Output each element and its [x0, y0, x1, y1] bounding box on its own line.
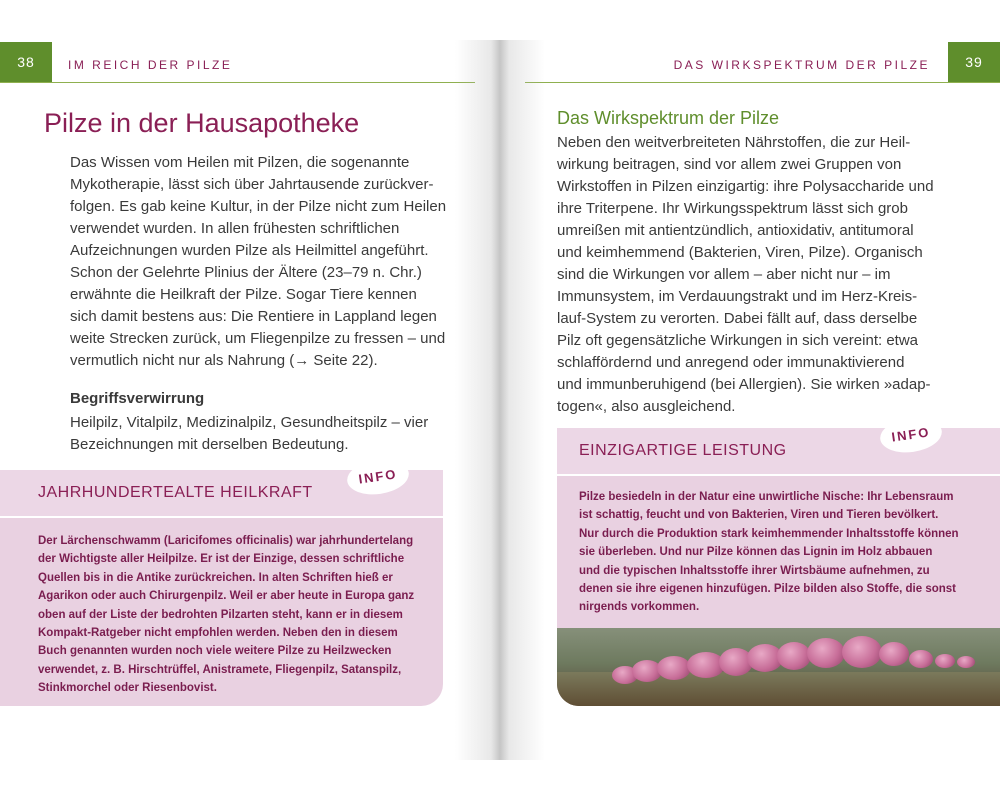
mushroom-cap — [957, 656, 975, 668]
page-title: Pilze in der Hausapotheke — [44, 108, 360, 138]
mushroom-cap — [879, 642, 909, 666]
info-box-title: EINZIGARTIGE LEISTUNG — [579, 442, 787, 459]
header-rule-left — [0, 82, 475, 83]
info-badge: INFO — [878, 414, 944, 456]
header-rule-right — [525, 82, 1000, 83]
running-head-right: DAS WIRKSPEKTRUM DER PILZE — [673, 58, 930, 72]
mushroom-cap — [777, 642, 811, 670]
info-badge: INFO — [345, 456, 411, 498]
mushroom-cap — [807, 638, 845, 668]
mushroom-cap — [909, 650, 933, 668]
info-box-text: Der Lärchenschwamm (Laricifomes officinalis) war jahrhundertelang der Wichtigste aller Heilpilze. Er ist der Einzige, dessen schriftliche Quellen bis in die Antike zurückreichen. In alten Schriften hieß er Agarikon oder auch Chirurgenpilz. Weil er aber heute in Europa ganz oben auf der Liste der bedrohten Pilzarten steht, kann er in diesem Kompakt-Ratgeber nicht empfohlen werden. Neben den in diesem Buch genannten wurden noch viele weitere Pilze zu Heilzwecken verwendet, z. B. Hirschtrüffel, Anistramete, Fliegenpilz, Satanspilz, Stinkmorchel oder Riesenbovist. — [38, 535, 415, 695]
subheading-paragraph: Heilpilz, Vitalpilz, Medizinalpilz, Gesundheitspilz – vier Bezeichnungen mit derselben Bedeutung. — [70, 414, 429, 453]
subheading: Begriffsverwirrung — [70, 390, 205, 407]
main-paragraph: Neben den weitverbreiteten Nährstoffen, die zur Heil- wirkung beitragen, sind vor allem zwei Gruppen von Wirkstoffen in Pilzen einzigartig: ihre Polysaccharide und ihre Triterpene. Ihr Wirkungsspektrum lässt sich grob umreißen mit antientzündlich, antioxidativ, antitumoral und keimhemmend (Bakterien, Viren, Pilze). Organisch sind die Wirkungen vor allem – aber nicht nur – im Immunsystem, im Verdauungstrakt und im Herz-Kreis- lauf-System zu verorten. Dabei fällt auf, dass derselbe Pilz oft gegensätzliche Wirkungen in sich vereint: etwa schlaffördernd und anregend oder immunaktivierend und immunberuhigend (bei Allergien). Sie wirken »adap- togen«, also ausgleichend. — [557, 134, 934, 415]
mushroom-photo — [557, 628, 1000, 706]
info-box-leistung — [557, 428, 1000, 706]
info-box-title: JAHRHUNDERTEALTE HEILKRAFT — [38, 484, 313, 501]
intro-paragraph: Das Wissen vom Heilen mit Pilzen, die sogenannte Mykotherapie, lässt sich über Jahrtausende zurückver- folgen. Es gab keine Kultur, in der Pilze nicht zum Heilen verwendet wurden. In allen frühesten schriftlichen Aufzeichnungen wurden Pilze als Heilmittel angeführt. Schon der Gelehrte Plinius der Ältere (23–79 n. Chr.) erwähnte die Heilkraft der Pilze. Sogar Tiere kennen sich damit bestens aus: Die Rentiere in Lappland legen weite Strecken zurück, um Fliegenpilze zu fressen – und vermutlich nicht nur als Nahrung (→ Seite 22). — [70, 154, 447, 369]
page-number-right: 39 — [948, 42, 1000, 82]
info-box-text: Pilze besiedeln in der Natur eine unwirtliche Nische: Ihr Lebensraum ist schattig, feucht und von Bakterien, Viren und Tieren bevölkert. Nur durch die Produktion stark keimhemmender Inhaltsstoffe können sie überleben. Und nur Pilze können das Lignin im Holz abbauen und die typischen Inhaltsstoffe ihrer Wirtsbäume aufnehmen, zu denen sie ihre eigenen hinzufügen. Pilze bilden also Stoffe, die sonst nirgends vorkommen. — [579, 491, 959, 614]
section-title: Das Wirkspektrum der Pilze — [557, 108, 780, 128]
mushroom-cap — [842, 636, 882, 668]
running-head-left: IM REICH DER PILZE — [68, 58, 233, 72]
mushroom-cap — [657, 656, 691, 680]
page-number-left: 38 — [0, 42, 52, 82]
mushroom-cap — [935, 654, 955, 668]
info-box-heilkraft — [0, 470, 443, 706]
